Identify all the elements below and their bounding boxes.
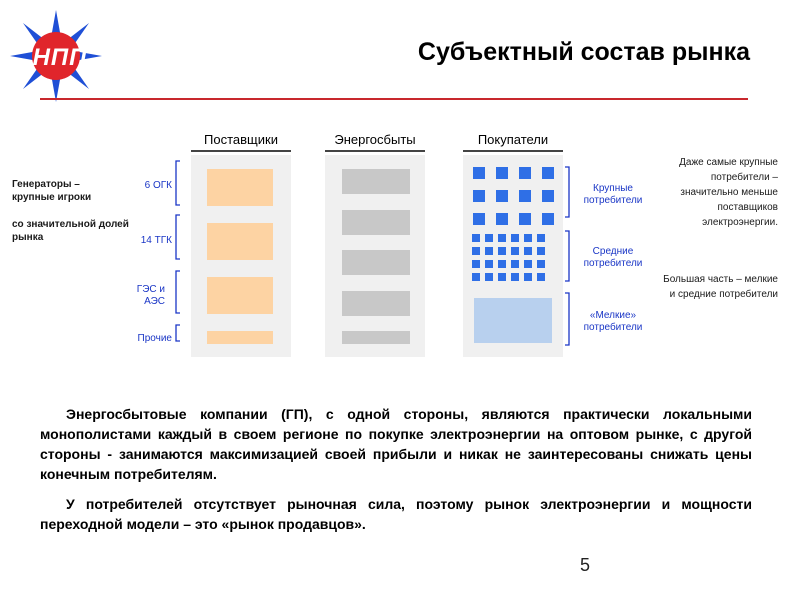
medium-consumer-square — [524, 260, 532, 268]
column-header-retailers: Энергосбыты — [334, 132, 416, 147]
supplier-label-ogk: 6 ОГК — [144, 180, 172, 191]
medium-consumers-grid — [472, 234, 556, 284]
large-consumer-square — [473, 190, 485, 202]
medium-consumer-square — [511, 273, 519, 281]
retailer-block — [342, 250, 410, 275]
right-note-majority: Большая часть – мелкие и средние потребители — [663, 274, 778, 300]
large-consumers-grid — [473, 167, 555, 217]
logo-text: НПП — [32, 44, 88, 71]
medium-consumer-square — [498, 260, 506, 268]
paragraph-retail-companies: Энергосбытовые компании (ГП), с одной стороны, являются практически локальными монополистами каждый в своем регионе по покупке электроэнергии на оптовом рынке, с другой стороны - занимаются максимизацией своей прибыли и никак не заинтересованы снижать цены конечным потребителям. — [40, 406, 752, 482]
medium-consumer-square — [485, 247, 493, 255]
page-title: Субъектный состав рынка — [417, 38, 750, 66]
retailer-block — [342, 169, 410, 194]
paragraph-sellers-market: У потребителей отсутствует рыночная сила, поэтому рынок электроэнергии и мощности переходной модели – это «рынок продавцов». — [40, 496, 752, 532]
column-header-suppliers: Поставщики — [204, 132, 278, 147]
medium-consumer-square — [498, 273, 506, 281]
left-note-generators: Генераторы – крупные игроки — [12, 179, 92, 203]
large-consumer-square — [496, 190, 508, 202]
medium-consumer-square — [472, 260, 480, 268]
supplier-block-tgk — [207, 223, 273, 260]
medium-consumer-square — [498, 247, 506, 255]
small-consumers-block — [474, 298, 552, 343]
column-header-buyers: Покупатели — [477, 132, 549, 147]
medium-consumer-square — [524, 234, 532, 242]
consumer-label-large: Крупные потребители — [583, 183, 643, 206]
consumer-label-small: «Мелкие» потребители — [583, 310, 643, 333]
medium-consumer-square — [524, 247, 532, 255]
body-text — [40, 404, 752, 544]
left-note-market-share: со значительной долей рынка — [12, 219, 129, 243]
title-divider — [40, 98, 748, 100]
supplier-block-ogk — [207, 169, 273, 206]
medium-consumer-square — [511, 260, 519, 268]
medium-consumer-square — [498, 234, 506, 242]
right-note-largest-consumers: Даже самые крупные потребители – значительно меньше поставщиков электроэнергии. — [679, 157, 778, 228]
large-consumer-square — [473, 167, 485, 179]
retailer-block — [342, 210, 410, 235]
large-consumer-square — [519, 167, 531, 179]
medium-consumer-square — [485, 273, 493, 281]
medium-consumer-square — [511, 247, 519, 255]
medium-consumer-square — [537, 260, 545, 268]
large-consumer-square — [473, 213, 485, 225]
large-consumer-square — [519, 213, 531, 225]
large-consumer-square — [496, 167, 508, 179]
supplier-label-hydro-nuclear: ГЭС и АЭС — [136, 284, 165, 307]
large-consumer-square — [496, 213, 508, 225]
large-consumer-square — [542, 190, 554, 202]
page-number: 5 — [580, 555, 591, 575]
column-rule-buyers — [463, 150, 563, 152]
large-consumer-square — [542, 213, 554, 225]
medium-consumer-square — [524, 273, 532, 281]
retailer-block — [342, 331, 410, 344]
large-consumer-square — [542, 167, 554, 179]
medium-consumer-square — [485, 260, 493, 268]
column-rule-retailers — [325, 150, 425, 152]
supplier-block-hydro-nuclear — [207, 277, 273, 314]
medium-consumer-square — [537, 273, 545, 281]
medium-consumer-square — [511, 234, 519, 242]
medium-consumer-square — [472, 247, 480, 255]
medium-consumer-square — [537, 247, 545, 255]
supplier-label-other: Прочие — [137, 333, 172, 344]
large-consumer-square — [519, 190, 531, 202]
supplier-block-other — [207, 331, 273, 344]
column-rule-suppliers — [191, 150, 291, 152]
retailer-block — [342, 291, 410, 316]
medium-consumer-square — [472, 234, 480, 242]
medium-consumer-square — [537, 234, 545, 242]
consumer-label-medium: Средние потребители — [583, 246, 643, 269]
medium-consumer-square — [485, 234, 493, 242]
medium-consumer-square — [472, 273, 480, 281]
supplier-label-tgk: 14 ТГК — [140, 235, 172, 246]
